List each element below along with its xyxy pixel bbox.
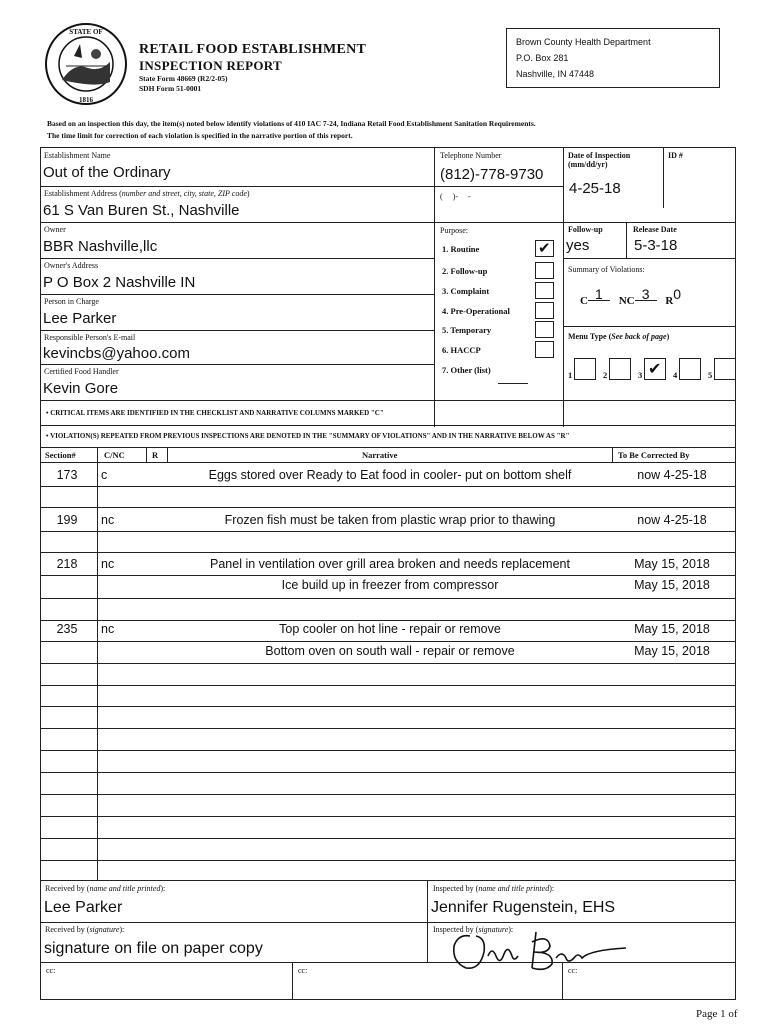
sdh-form-number: SDH Form 51-0001 <box>139 84 202 93</box>
received-by-name[interactable]: Lee Parker <box>44 899 123 916</box>
noncritical-count[interactable]: 3 <box>635 288 657 301</box>
department-name: Brown County Health Department <box>516 37 651 47</box>
violation-narrative: Top cooler on hot line - repair or remove <box>279 622 501 636</box>
violation-narrative: Frozen fish must be taken from plastic wrap prior to thawing <box>224 513 556 527</box>
table-row-divider <box>40 663 736 664</box>
table-row-divider <box>40 531 736 532</box>
critical-items-note: • CRITICAL ITEMS ARE IDENTIFIED IN THE CHECKLIST AND NARRATIVE COLUMNS MARKED "C" <box>46 409 384 417</box>
email-value[interactable]: kevincbs@yahoo.com <box>43 345 190 362</box>
table-row-divider <box>40 552 736 553</box>
violation-narrative: Panel in ventilation over grill area broken and needs replacement <box>210 557 570 571</box>
violation-correct-by: May 15, 2018 <box>634 557 710 571</box>
violation-correct-by: May 15, 2018 <box>634 578 710 592</box>
cc-label-2: cc: <box>298 966 308 975</box>
summary-label: Summary of Violations: <box>568 265 645 274</box>
table-row-divider <box>40 794 736 795</box>
table-column-divider <box>97 462 98 880</box>
owner-address-value[interactable]: P O Box 2 Nashville IN <box>43 274 196 291</box>
report-subtitle: INSPECTION REPORT <box>139 58 282 73</box>
food-handler-label: Certified Food Handler <box>44 367 119 376</box>
person-in-charge-label: Person in Charge <box>44 297 99 306</box>
intro-line-1: Based on an inspection this day, the item(s) noted below identify violations of 410 IAC 7-24, Indiana Retail Food Establishment Sanitation Requirements. <box>47 119 536 128</box>
table-row-divider <box>40 598 736 599</box>
table-row-divider <box>40 706 736 707</box>
purpose-checkbox[interactable] <box>535 282 554 299</box>
violation-correct-by: now 4-25-18 <box>637 513 707 527</box>
telephone-label: Telephone Number <box>440 151 502 160</box>
indiana-seal-icon <box>44 22 128 106</box>
menu-type-checkbox[interactable] <box>644 358 666 380</box>
establishment-address-label: Establishment Address (number and street, city, state, ZIP code) <box>44 189 250 198</box>
state-seal <box>44 22 128 106</box>
menu-type-checkbox[interactable] <box>574 358 596 380</box>
purpose-option-label: 4. Pre-Operational <box>442 306 510 316</box>
cc-label-1: cc: <box>46 966 56 975</box>
inspected-by-name[interactable]: Jennifer Rugenstein, EHS <box>431 899 616 916</box>
purpose-option-label: 2. Follow-up <box>442 266 488 276</box>
violation-cnc: nc <box>101 513 115 527</box>
purpose-checkbox[interactable] <box>535 240 554 257</box>
telephone-value[interactable]: (812)-778-9730 <box>440 166 544 183</box>
menu-type-number: 4 <box>673 370 678 380</box>
violation-cnc: nc <box>101 557 115 571</box>
table-row-divider <box>40 685 736 686</box>
report-title: RETAIL FOOD ESTABLISHMENT <box>139 42 367 57</box>
received-signature-value[interactable]: signature on file on paper copy <box>44 940 263 957</box>
repeat-count[interactable]: 0 <box>673 286 682 302</box>
summary-counts <box>580 288 691 307</box>
menu-type-label: Menu Type (See back of page) <box>568 332 670 341</box>
violation-correct-by: now 4-25-18 <box>637 468 707 482</box>
table-row-divider <box>40 750 736 751</box>
food-handler-value[interactable]: Kevin Gore <box>43 380 119 397</box>
purpose-label: Purpose: <box>440 226 468 235</box>
violation-cnc: nc <box>101 622 115 636</box>
establishment-address-value[interactable]: 61 S Van Buren St., Nashville <box>43 202 240 219</box>
menu-type-number: 2 <box>603 370 608 380</box>
inspected-signature-label: Inspected by (signature): <box>433 925 514 934</box>
inspection-date-label: Date of Inspection (mm/dd/yr) <box>568 151 631 169</box>
received-by-label: Received by (name and title printed): <box>45 884 166 893</box>
menu-type-number: 5 <box>708 370 713 380</box>
repeat-count-label: R <box>665 295 674 307</box>
table-row-divider <box>40 838 736 839</box>
svg-text:1816: 1816 <box>79 96 93 104</box>
intro-line-2: The time limit for correction of each violation is specified in the narrative portion of this report. <box>47 131 353 140</box>
purpose-option-label: 6. HACCP <box>442 345 481 355</box>
page-number: Page 1 of <box>696 1008 738 1020</box>
release-date-value[interactable]: 5-3-18 <box>634 237 678 254</box>
checkmark-icon: ✔ <box>538 239 551 257</box>
inspector-signature <box>440 922 640 978</box>
col-header-section: Section# <box>45 450 76 460</box>
table-row-divider <box>40 772 736 773</box>
purpose-checkbox[interactable] <box>535 321 554 338</box>
violation-section-number: 218 <box>56 557 78 571</box>
menu-type-number: 1 <box>568 370 573 380</box>
owner-address-label: Owner's Address <box>44 261 99 270</box>
violation-correct-by: May 15, 2018 <box>634 622 710 636</box>
establishment-name-value[interactable]: Out of the Ordinary <box>43 164 171 181</box>
menu-type-checkbox[interactable] <box>714 358 736 380</box>
followup-value[interactable]: yes <box>566 237 590 254</box>
table-row-divider <box>40 507 736 508</box>
department-city: Nashville, IN 47448 <box>516 69 595 79</box>
violation-narrative: Eggs stored over Ready to Eat food in cooler- put on bottom shelf <box>208 468 572 482</box>
followup-label: Follow-up <box>568 225 603 234</box>
violation-section-number: 235 <box>56 622 78 636</box>
menu-type-checkbox[interactable] <box>679 358 701 380</box>
id-number-label: ID # <box>668 151 683 160</box>
purpose-option-label: 1. Routine <box>442 244 480 254</box>
handwritten-signature-icon <box>440 922 640 978</box>
repeated-violations-note: • VIOLATION(S) REPEATED FROM PREVIOUS INSPECTIONS ARE DENOTED IN THE "SUMMARY OF VIOLATIONS" AND IN THE NARRATIVE BELOW AS "R" <box>46 432 570 440</box>
menu-type-number: 3 <box>638 370 643 380</box>
table-row-divider <box>40 641 736 642</box>
violation-narrative: Bottom oven on south wall - repair or remove <box>265 644 515 658</box>
person-in-charge-value[interactable]: Lee Parker <box>43 310 117 327</box>
table-row-divider <box>40 575 736 576</box>
purpose-option-label: 7. Other (list) <box>442 365 491 375</box>
purpose-checkbox[interactable] <box>535 341 554 358</box>
violation-cnc: c <box>101 468 108 482</box>
col-header-r: R <box>152 450 159 460</box>
checkmark-icon: ✔ <box>648 359 662 378</box>
purpose-checkbox[interactable] <box>535 262 554 279</box>
received-signature-label: Received by (signature): <box>45 925 125 934</box>
svg-text:STATE OF: STATE OF <box>69 28 103 36</box>
col-header-correct-by: To Be Corrected By <box>618 450 690 460</box>
cc-label-3: cc: <box>568 966 578 975</box>
critical-count[interactable]: 1 <box>588 288 610 301</box>
violation-section-number: 199 <box>56 513 78 527</box>
release-date-label: Release Date <box>633 225 677 234</box>
table-row-divider <box>40 860 736 861</box>
violation-section-number: 173 <box>56 468 78 482</box>
department-po-box: P.O. Box 281 <box>516 53 569 63</box>
purpose-option-label: 5. Temporary <box>442 325 492 335</box>
violation-correct-by: May 15, 2018 <box>634 644 710 658</box>
owner-value[interactable]: BBR Nashville,llc <box>43 238 158 255</box>
table-row-divider <box>40 620 736 621</box>
inspection-date-value[interactable]: 4-25-18 <box>569 180 621 197</box>
table-row-divider <box>40 728 736 729</box>
state-form-number: State Form 48669 (R2/2-05) <box>139 74 228 83</box>
purpose-option-label: 3. Complaint <box>442 286 490 296</box>
purpose-checkbox[interactable] <box>535 302 554 319</box>
table-row-divider <box>40 486 736 487</box>
noncritical-count-label: NC <box>618 295 635 307</box>
establishment-name-label: Establishment Name <box>44 151 111 160</box>
violation-narrative: Ice build up in freezer from compressor <box>281 578 499 592</box>
menu-type-checkbox[interactable] <box>609 358 631 380</box>
owner-label: Owner <box>44 225 66 234</box>
col-header-cnc: C/NC <box>104 450 125 460</box>
critical-count-label: C <box>580 295 588 307</box>
email-label: Responsible Person's E-mail <box>44 333 136 342</box>
col-header-narrative: Narrative <box>362 450 398 460</box>
telephone-secondary[interactable]: ( )- - <box>440 192 471 201</box>
inspected-by-label: Inspected by (name and title printed): <box>433 884 555 893</box>
table-row-divider <box>40 816 736 817</box>
